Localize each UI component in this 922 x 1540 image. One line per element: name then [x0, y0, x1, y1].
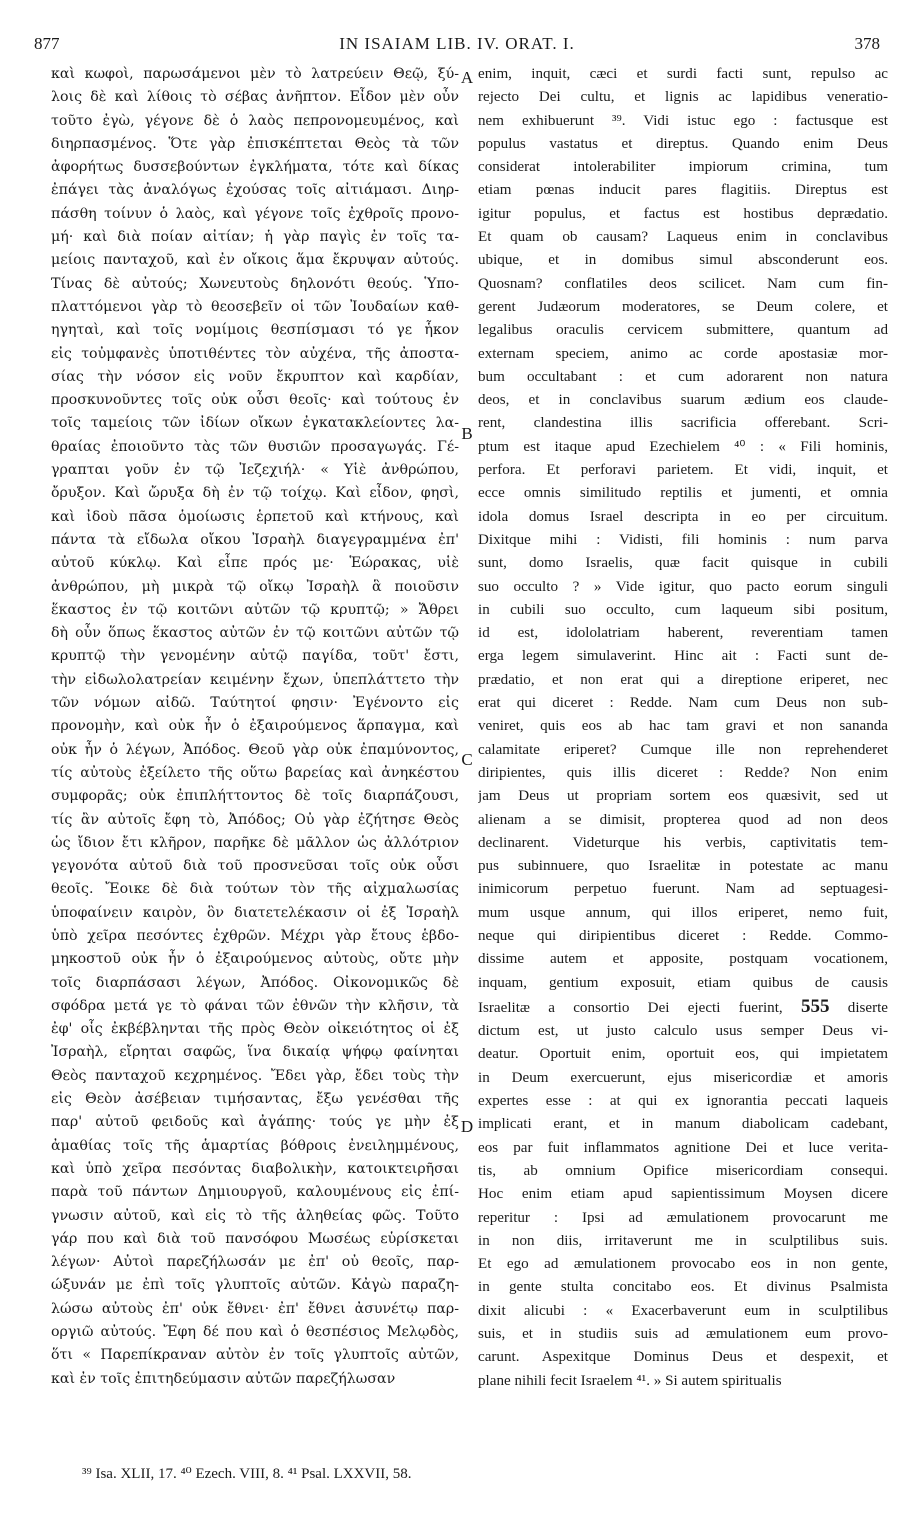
latin-text-line: veniret, quis eos ab hac tam gravi et non sananda: [478, 718, 888, 735]
latin-text-line: considerat intolerabiliter impiorum crimina, tum: [478, 159, 888, 176]
latin-lines-upper: [478, 63, 888, 995]
greek-text-line: μείοις πανταχοῦ, καὶ ἐν οἴκοις ἅμα ἔκρυψαν αὐτούς.: [51, 252, 459, 269]
greek-text-line: ἀφορήτως δυσσεβούντων ἐγκλήματα, τότε καὶ δίκας: [51, 159, 459, 176]
latin-text-line: plane nihili fecit Israelem ⁴¹. » Si autem spiritualis: [478, 1372, 782, 1389]
greek-text-line: τίς ἂν αὐτοῖς ἔφη τὸ, Ἀπόδος; Οὐ γὰρ ἐζήτησε Θεὸς: [51, 811, 459, 828]
latin-text-line: erga legem simulaverint. Hinc ait : Facti sunt de-: [478, 648, 888, 665]
latin-text-line: deos, et in conclavibus suarum ædium eos claude-: [478, 392, 888, 409]
latin-text-line: igitur populus, et factus est hostibus deprædatio.: [478, 205, 888, 222]
footnotes: ³⁹ Isa. XLII, 17. ⁴⁰ Ezech. VIII, 8. ⁴¹ Psal. LXXVII, 58.: [82, 1466, 412, 1482]
latin-text-line: in non diis, irritaverunt me in sculptilibus suis.: [478, 1232, 888, 1249]
greek-text-line: σίας τὴν νόσον εἰς νοῦν ἔκρυπτον καὶ καρδίαν,: [51, 368, 459, 385]
greek-text-line: δὴ οὖν ὅπως ἕκαστος αὐτῶν ἐν τῷ κοιτῶνι αὐτῶν τῷ: [51, 625, 459, 642]
greek-text-line: μηκοστοῦ οὐκ ἦν ὁ ἐξαιρούμενος αὐτοὺς, οὔτε μὴν: [51, 951, 459, 968]
latin-text-line: erat qui diceret : Redde. Nam cum Deus non sub-: [478, 695, 888, 712]
latin-text-line: dictum est, ut justo calculo usus semper Deus vi-: [478, 1023, 888, 1040]
latin-text-line: ecce omnis similitudo reptilis et jumenti, et omnia: [478, 485, 888, 502]
latin-line-text: diserte: [847, 999, 888, 1016]
greek-text-line: τὴν εἰδωλολατρείαν κειμένην ἔχων, ὑπεπλάττετο τὴν: [51, 671, 459, 688]
greek-text-line: τίς αὐτοὺς ἐξείλετο τῆς οὕτω βαρείας καὶ ἀνηκέστου: [51, 764, 459, 781]
latin-text-line: idola domus Israel descripta in eo per circuitum.: [478, 508, 888, 525]
greek-text-line: προσκυνοῦντες τοῖς οὐκ οὖσι θεοῖς· καὶ τούτους ἐν: [51, 392, 459, 409]
greek-text-line: οὐκ ἦν ὁ λέγων, Ἀπόδος. Θεοῦ γὰρ οὐκ ἐπαμύνοντος,: [51, 741, 459, 758]
greek-text-line: σφόδρα μετά γε τὸ φάναι τῶν ἐθνῶν τὴν κλῆσιν, τὰ: [51, 997, 459, 1014]
page-header: [34, 34, 880, 60]
latin-text-line: expertes esse : at qui ex ignorantia peccati laqueis: [478, 1093, 888, 1110]
latin-text-line: ptum est itaque apud Ezechielem ⁴⁰ : « Fili hominis,: [478, 438, 888, 455]
greek-text-line: κρυπτῷ τὴν γενομένην αὐτῷ παγίδα, τοῦτ' ἔστι,: [51, 648, 459, 665]
greek-text-line: γνωσιν αὐτοῦ, καὶ εἰς τὸ τῆς ἀληθείας φῶς. Τοῦτο: [51, 1207, 459, 1224]
greek-text-line: πάντα τὰ εἴδωλα οἴκου Ἰσραὴλ διαγεγραμμένα ἐπ': [51, 531, 459, 548]
greek-text-line: ὡς ἴδιον ἔτι κλῆρον, παρῆκε δὲ μᾶλλον ὡς ἀλλότριον: [51, 834, 459, 851]
latin-text-line: calamitate eriperet? Cumque ille non reprehenderet: [478, 741, 888, 758]
latin-lines-lower: [478, 1020, 888, 1393]
latin-text-line: jam Deus ut propriam sortem eos quæsivit, sed ut: [478, 788, 888, 805]
latin-text-line: sunt, domo Israelis, quæ facit quisque in cubili: [478, 555, 888, 572]
latin-text-line: deatur. Oportuit enim, oportuit eos, qui impietatem: [478, 1046, 888, 1063]
greek-text-line: Θεὸς πανταχοῦ κεχρημένος. Ἔδει γὰρ, ἔδει τοὺς τὴν: [51, 1067, 459, 1084]
greek-text-line: τοῖς ταμείοις τῶν ἰδίων οἴκων ἐγκατακλείοντες λα-: [51, 415, 459, 432]
latin-text-line: in gente stulta concitabo eos. Et divinus Psalmista: [478, 1279, 888, 1296]
greek-text-line: καὶ κωφοὶ, παρωσάμενοι μὲν τὸ λατρεύειν Θεῷ, ξύ-: [51, 66, 459, 82]
latin-text-line: in cubili suo occulto, cum laqueum sibi positum,: [478, 601, 888, 618]
latin-text-line: prædatio, et non erat qui a direptione eriperet, nec: [478, 671, 888, 688]
greek-text-line: καὶ ἐν τοῖς ἐπιτηδεύμασιν αὐτῶν παρεζήλωσαν: [51, 1370, 396, 1387]
greek-text-line: ηγηταὶ, καὶ τοῖς νομίμοις θεσπίσμασι τό γε ἧκον: [51, 322, 459, 339]
latin-text-line: legalibus oraculis cervicem submittere, quantum ad: [478, 322, 888, 339]
latin-text-line: implicati erant, et in manum diabolicam cadebant,: [478, 1116, 888, 1133]
greek-text-line: τῶν νόμων αἰδῶ. Ταύτητοί φησιν· Ἐγένοντο εἰς: [51, 695, 459, 712]
column-number: 555: [800, 995, 830, 1017]
greek-text-line: ὅτι « Παρεπίκραναν αὐτὸν ἐν τοῖς γλυπτοῖς αὐτῶν,: [51, 1347, 459, 1364]
latin-line-text: Israelitæ a consortio Dei ejecti fuerint,: [478, 999, 783, 1016]
latin-text-line: declinarent. Videturque his verbis, captivitatis tem-: [478, 834, 888, 851]
greek-text-line: συμφορᾶς; οὐκ ἐπιπλήττοντος δὲ τοῖς διαρπάζουσι,: [51, 788, 459, 805]
latin-text-line: etiam pœnas inducit pares flagitiis. Direptus est: [478, 182, 888, 199]
greek-text-line: ὑποφαίνειν καιρὸν, ὃν διατετελέκασιν οἱ ἐξ Ἰσραὴλ: [51, 904, 459, 921]
latin-text-line: bum occultabant : et cum adorarent non natura: [478, 368, 888, 385]
greek-text-line: ὑπὸ χεῖρα πεσόντες ἐχθρῶν. Μέχρι γὰρ ἔτους ἑβδο-: [51, 927, 459, 944]
greek-text-line: θεοῖς. Ἔοικε δὲ διὰ τούτων τὸν τῆς αἰχμαλωσίας: [51, 881, 459, 898]
greek-text-line: ἐφ' οἷς ἐκβέβληνται τῆς πρὸς Θεὸν οἰκειότητος οἱ ἐξ: [51, 1021, 459, 1038]
greek-text-line: λοις δὲ καὶ λίθοις τὸ σέβας ἀνῆπτον. Εἶδον μὲν οὖν: [51, 89, 459, 106]
latin-text-line: gerent Judæorum moderatores, se Deum colere, et: [478, 298, 888, 315]
page-number-right: 378: [854, 34, 880, 53]
margin-marker-d: D: [460, 1117, 474, 1136]
greek-text-line: ἐπάγει τὰς ἀναλόγως ἐχούσας τοῖς αἰτιάμασι. Διηρ-: [51, 182, 459, 199]
margin-marker-b: B: [461, 424, 473, 443]
latin-text-line: populus vastatus et direptus. Quando enim Deus: [478, 135, 888, 152]
latin-text-line: perfora. Et perforavi parietem. Et vidi, inquit, et: [478, 462, 888, 479]
latin-text-line: Et quam ob causam? Laqueus enim in conclavibus: [478, 229, 888, 246]
latin-text-line: pus subinnuere, quo Israelitæ in potestate ac manu: [478, 858, 888, 875]
greek-text-line: ἀμαθίας τοῖς τῆς ἁμαρτίας βόθροις ἐνειλημμένους,: [51, 1137, 459, 1154]
latin-column: [478, 63, 888, 1393]
margin-marker-a: A: [460, 68, 474, 87]
latin-text-line: dixit alicubi : « Exacerbaverunt eum in sculptilibus: [478, 1302, 888, 1319]
latin-text-line: enim, inquit, cæci et surdi facti sunt, repulso ac: [478, 66, 888, 82]
greek-text-line: παρὰ τοῦ πάντων Δημιουργοῦ, καλουμένους εἰς ἐπί-: [51, 1184, 459, 1201]
greek-text-line: καὶ ὑπὸ χεῖρα πεσόντας διαβολικὴν, κατοικτειρῆσαι: [51, 1160, 459, 1177]
margin-marker-c: C: [461, 750, 473, 769]
latin-text-line: carunt. Aspexitque Dominus Deus et despexit, et: [478, 1349, 888, 1366]
running-title: IN ISAIAM LIB. IV. ORAT. I.: [339, 34, 575, 53]
latin-text-line: inquam, gentium exposuit, etiam quibus de causis: [478, 974, 888, 991]
greek-text-line: γάρ που καὶ διὰ τοῦ πανσόφου Μωσέως εὑρίσκεται: [51, 1230, 459, 1247]
latin-text-line: id est, idololatriam haberent, reverentiam tamen: [478, 625, 888, 642]
latin-text-line: ubique, et in domibus simul absconderunt eos.: [478, 252, 888, 269]
greek-text-line: Ἰσραὴλ, εἴρηται σαφῶς, ἵνα δικαίᾳ ψήφῳ φαίνηται: [51, 1044, 459, 1061]
latin-text-line: inimicorum perpetuo fuerunt. Nam ad septuagesi-: [478, 881, 888, 898]
greek-text-line: πάσθη τοίνυν ὁ λαὸς, καὶ γέγονε τοῖς ἐχθροῖς προνο-: [51, 205, 459, 222]
greek-text-line: μή· καὶ διὰ ποίαν αἰτίαν; ἡ γὰρ παγὶς ἐν τοῖς τα-: [51, 229, 459, 246]
latin-text-line: Et ego ad æmulationem provocabo eos in non gente,: [478, 1256, 888, 1273]
greek-text-line: τοῦτο ἐγὼ, γέγονε δὲ ὁ λαὸς πεπρονομευμένος, καὶ: [51, 112, 459, 129]
greek-text-line: αὐτοῦ κύκλῳ. Καὶ εἶπε πρός με· Ἑώρακας, υἱὲ: [51, 555, 459, 572]
greek-column: [51, 63, 459, 1391]
greek-text-line: παρ' αὐτοῦ φειδοῦς καὶ ἀγάπης· τούς γε μὴν ἐξ: [51, 1114, 459, 1131]
greek-text-line: ἕκαστος ἐν τῷ κοιτῶνι αὐτῶν τῷ κρυπτῷ; » Ἄθρει: [51, 601, 459, 618]
latin-line-with-column-number: [478, 995, 888, 1020]
latin-text-line: Quosnam? conflatiles deos scilicet. Nam cum fin-: [478, 275, 888, 292]
latin-text-line: alienam a se dimisit, propterea quod ad non deos: [478, 811, 888, 828]
latin-text-line: rent, clandestina illis sacrificia offerebant. Scri-: [478, 415, 888, 432]
greek-text-line: οργιῶ αὐτούς. Ἔφη δέ που καὶ ὁ θεσπέσιος Μελῳδὸς,: [51, 1324, 459, 1341]
latin-text-line: nem exhibuerunt ³⁹. Vidi istuc ego : factusque est: [478, 112, 888, 129]
latin-text-line: suo occulto ? » Vide igitur, quo pacto eorum singuli: [478, 578, 888, 595]
greek-text-line: ώξυνάν με ἐπὶ τοῖς γλυπτοῖς αὐτῶν. Κἀγὼ παραζη-: [51, 1277, 459, 1294]
greek-text-line: Τίνας δὲ αὐτούς; Χωνευτοὺς δηλονότι θεούς. Ὑπο-: [51, 275, 459, 292]
latin-text-line: externam speciem, animo ac corde apostasiæ mor-: [478, 345, 888, 362]
greek-text-line: καὶ ἰδοὺ πᾶσα ὁμοίωσις ἑρπετοῦ καὶ κτήνους, καὶ: [51, 508, 459, 525]
greek-text-line: εἰς τοὐμφανὲς ὑποτιθέντες τὸν αὐχένα, τῆς ἀποστα-: [51, 345, 459, 362]
greek-text-line: θραίας ἐποιοῦντο τὰς τῶν θυσιῶν προσαγωγάς. Γέ-: [51, 438, 459, 455]
greek-text-line: πλαττόμενοι γὰρ τὸ θεοσεβεῖν οἱ τῶν Ἰουδαίων καθ-: [51, 298, 459, 315]
latin-text-line: Hoc enim etiam apud sapientissimum Moysen dicere: [478, 1186, 888, 1203]
page-number-left: 877: [34, 34, 60, 53]
latin-text-line: in Deum exercuerunt, ejus misericordiæ et amoris: [478, 1069, 888, 1086]
latin-text-line: rejecto Dei cultu, et lignis ac lapidibus veneratio-: [478, 89, 888, 106]
greek-text-line: τοῖς διαρπάσασι λέγων, Ἀπόδος. Οἰκονομικῶς δὲ: [51, 974, 459, 991]
latin-text-line: neque qui diripientibus diceret : Redde. Commo-: [478, 927, 888, 944]
latin-text-line: dissime autem et apposite, postquam vocationem,: [478, 951, 888, 968]
greek-text-line: γεγονότα αὐτοῦ διὰ τοῦ προσνεῦσαι τοῖς οὐκ οὖσι: [51, 858, 459, 875]
greek-text-line: ἀνθρώπου, μὴ μικρὰ τῷ οἴκῳ Ἰσραὴλ ἃ ποιοῦσιν: [51, 578, 459, 595]
greek-text-line: εἰς Θεὸν ἀσέβειαν τιμήσαντας, ἔξω γενέσθαι τῆς: [51, 1091, 459, 1108]
greek-text-line: γραπται γοῦν ἐν τῷ Ἰεζεχιήλ· « Υἱὲ ἀνθρώπου,: [51, 462, 459, 479]
greek-text-line: λώσω αὐτοὺς ἐπ' οὐκ ἔθνει· ἐπ' ἔθνει ἀσυνέτῳ παρ-: [51, 1300, 459, 1317]
latin-text-line: Dixitque mihi : Vidisti, fili hominis : num parva: [478, 531, 888, 548]
greek-text-line: ὄρυξον. Καὶ ὤρυξα δὴ ἐν τῷ τοίχῳ. Καὶ εἶδον, φησὶ,: [51, 485, 459, 502]
latin-text-line: tis, ab omnium Opifice misericordiam consequi.: [478, 1162, 888, 1179]
latin-text-line: diripientes, quis illis diceret : Redde? Non enim: [478, 764, 888, 781]
greek-text-line: λέγων· Αὐτοὶ παρεζήλωσάν με ἐπ' οὐ θεοῖς, παρ-: [51, 1254, 459, 1271]
greek-text-line: διηρπασμένος. Ὅτε γὰρ ἐπισκέπτεται Θεὸς τὰ τῶν: [51, 135, 459, 152]
latin-text-line: mum usque annum, qui illos eriperet, nemo fuit,: [478, 904, 888, 921]
latin-text-line: eos par fuit inflammatos agnitione Dei et luce verita-: [478, 1139, 888, 1156]
greek-text-line: προνομὴν, καὶ οὐκ ἦν ὁ ἐξαιρούμενος ἅρπαγμα, καὶ: [51, 718, 459, 735]
latin-text-line: suis, et in studiis suis ad æmulationem eum provo-: [478, 1326, 888, 1343]
latin-text-line: reperitur : Ipsi ad æmulationem provocarunt me: [478, 1209, 888, 1226]
